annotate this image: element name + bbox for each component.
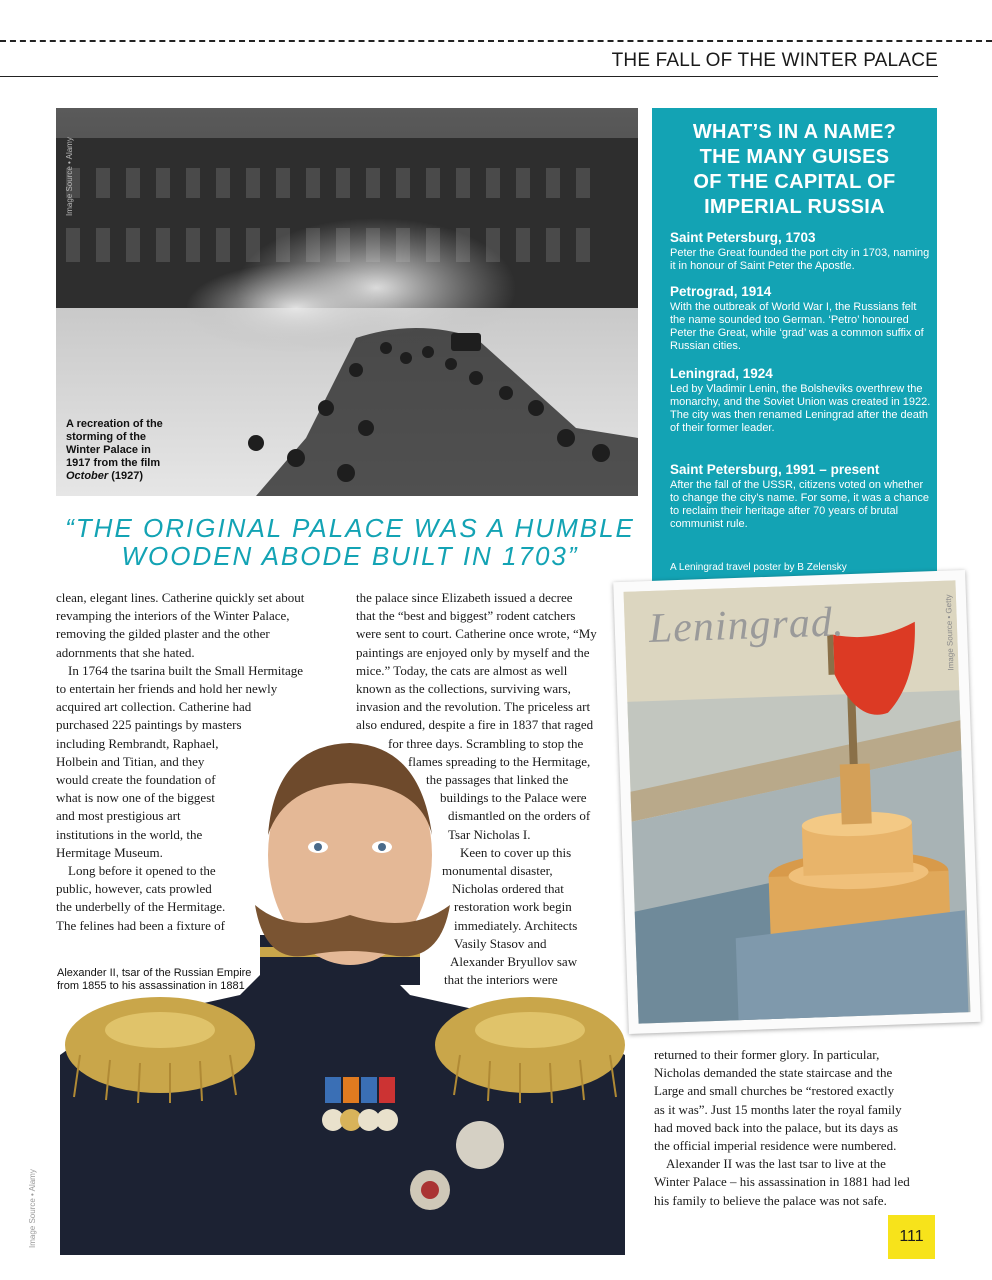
name-history-sidebar — [652, 108, 937, 583]
photo-caption: A recreation of the storming of the Winter Palace in 1917 from the film October (1927) — [66, 418, 163, 482]
body-column-1: clean, elegant lines. Catherine quickly set about revamping the interiors of the Winter Palace, removing the gilded plaster and the other adornments that she hated. In 1764 the tsarina built the Small Hermitage to entertain her friends and hold her newly acquired art collection. Catherine had purchased 225 paintings by masters including Rembrandt, Raphael, Holbein and Titian, and they would create the foundation of what is now one of the biggest and most prestigious art institutions in the world, the Hermitage Museum. Long before it opened to the public, however, cats prowled the underbelly of the Hermitage. The felines had been a fixture of — [56, 590, 305, 933]
poster-title: Leningrad. — [648, 599, 846, 653]
winter-palace-photo — [56, 108, 638, 496]
pull-quote: “THE ORIGINAL PALACE WAS A HUMBLE WOODEN ABODE BUILT IN 1703” — [65, 513, 635, 571]
sidebar-title: WHAT’S IN A NAME? THE MANY GUISES OF THE CAPITAL OF IMPERIAL RUSSIA — [692, 121, 897, 218]
leningrad-poster — [613, 570, 981, 1034]
body-column-2: the palace since Elizabeth issued a decree that the “best and biggest” rodent catchers were sent to court. Catherine once wrote, “My paintings are enjoyed only by myself and the mice.” Today, the cats are almost as well known as the collections, surviving wars, invasion and the revolution. The priceless art also endured, despite a fire in 1837 that raged for three days. Scrambling to stop the flames spreading to the Hermitage, the passages that linked the buildings to the Palace were dismantled on the orders of Tsar Nicholas I. Keen to cover up this monumental disaster, Nicholas ordered that restoration work begin immediately. Architects Vasily Stasov and Alexander Bryullov saw that the interiors were — [356, 590, 597, 988]
poster-credit: Image Source • Getty — [943, 594, 956, 671]
portrait-credit: Image Source • Alamy — [28, 1169, 37, 1248]
photo-credit: Image Source • Alamy — [65, 137, 74, 216]
sidebar-entry: Petrograd, 1914 With the outbreak of World War I, the Russians felt the name sounded too German. ‘Petro’ honoured Peter the Great, while ‘grad’ was a common suffix of Russian cities. — [670, 284, 924, 352]
sidebar-entry: Leningrad, 1924 Led by Vladimir Lenin, the Bolsheviks overthrew the monarchy, and the Soviet Union was created in 1922. The city was then renamed Leningrad after the death of their former leader. — [670, 366, 931, 434]
sidebar-entry: Saint Petersburg, 1991 – present After the fall of the USSR, citizens voted on whether to change the city’s name. For some, it was a chance to reclaim their heritage after 70 years of brutal communist rule. — [670, 462, 930, 530]
section-title: THE FALL OF THE WINTER PALACE — [611, 50, 938, 71]
header-dashed-rule — [0, 40, 992, 42]
poster-caption: A Leningrad travel poster by B Zelensky — [670, 562, 847, 573]
body-column-3: returned to their former glory. In particular, Nicholas demanded the state staircase and the Large and small churches be “restored exactly as it was”. Just 15 months later the royal family had moved back into the palace, but its days as the official imperial residence were numbered. Alexander II was the last tsar to live at the Winter Palace – his assassination in 1881 had led his family to believe the palace was not safe. — [654, 1047, 910, 1208]
portrait-caption: Alexander II, tsar of the Russian Empire from 1855 to his assassination in 1881 — [57, 967, 252, 992]
sidebar-entry: Saint Petersburg, 1703 Peter the Great founded the port city in 1703, naming it in honour of Saint Peter the Apostle. — [670, 230, 930, 272]
page-number: 111 — [888, 1215, 935, 1259]
header-rule — [0, 76, 938, 77]
